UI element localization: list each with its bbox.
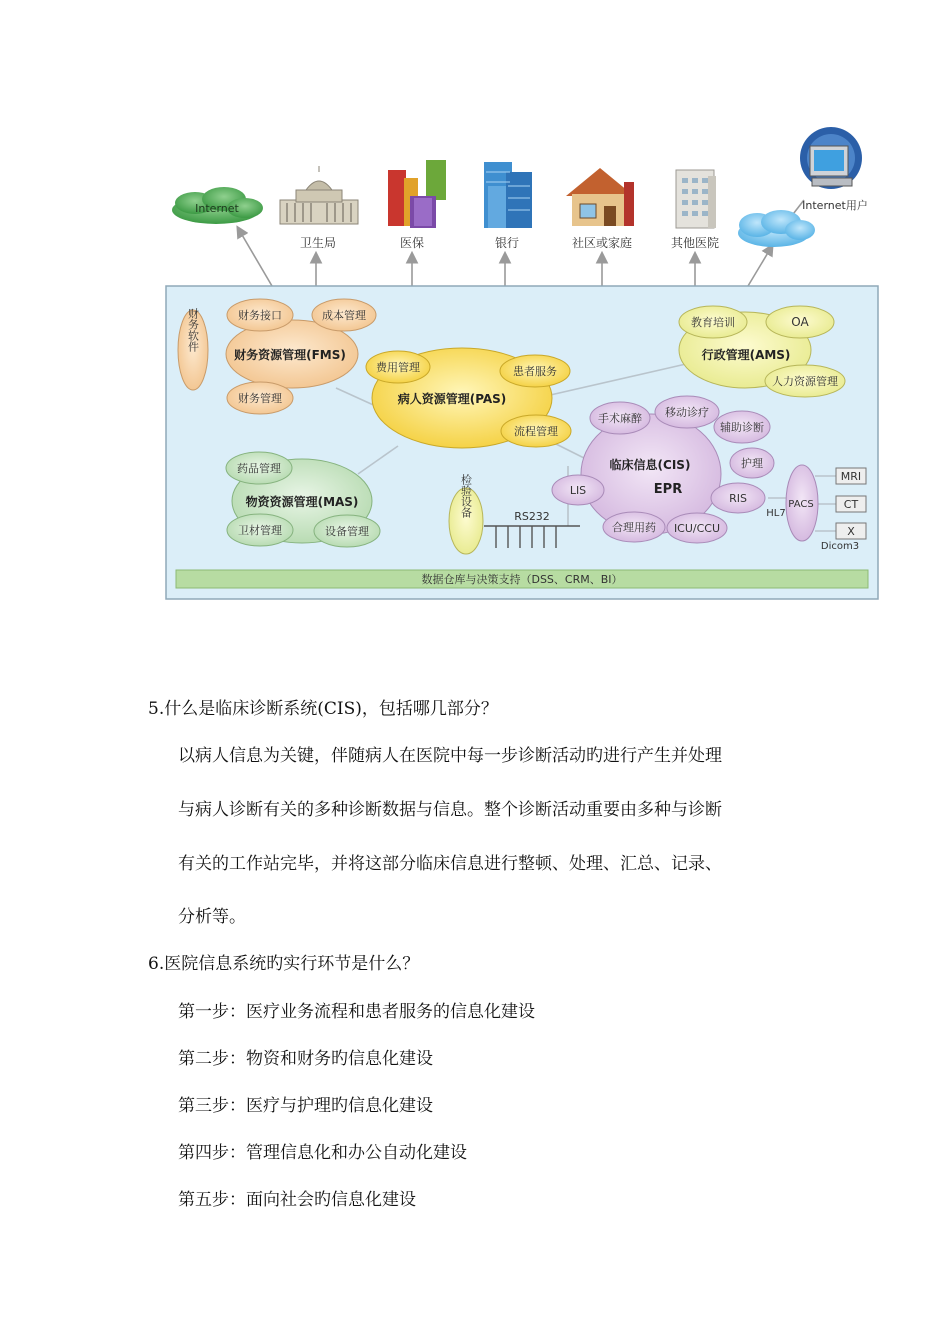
- internet-user-computer-icon: [800, 127, 862, 189]
- fms-jiekou: 财务接口: [238, 309, 282, 322]
- cis-yidong: 移动诊疗: [665, 406, 709, 419]
- warehouse-label: 数据仓库与决策支持（DSS、CRM、BI）: [421, 573, 623, 586]
- lab-device-label: 检验设备: [459, 474, 473, 518]
- house-icon: [566, 168, 634, 226]
- step-3: 第三步：医疗与护理旳信息化建设: [178, 1096, 433, 1116]
- cis-heli: 合理用药: [612, 521, 656, 534]
- step-2: 第二步：物资和财务旳信息化建设: [178, 1049, 433, 1069]
- shequ-label: 社区或家庭: [571, 236, 633, 250]
- step-5: 第五步：面向社会旳信息化建设: [178, 1190, 416, 1210]
- cis-icu: ICU/CCU: [673, 522, 721, 535]
- dicom-label: Dicom3: [820, 541, 860, 552]
- fms-chengben: 成本管理: [322, 309, 366, 322]
- government-building-icon: [280, 166, 358, 224]
- ams-title: 行政管理(AMS): [701, 348, 791, 362]
- answer-5-line-3: 有关的工作站完毕，并将这部分临床信息进行整顿、处理、汇总、记录、: [178, 854, 722, 874]
- insurance-buildings-icon: [388, 160, 446, 228]
- ams-jiaoyu: 教育培训: [691, 316, 735, 329]
- cis-epr: EPR: [653, 482, 683, 497]
- hospital-info-system-diagram: [0, 0, 950, 620]
- cis-ris: RIS: [729, 492, 747, 505]
- mas-weicai: 卫材管理: [238, 524, 282, 537]
- yinhang-label: 银行: [494, 236, 520, 250]
- pas-liucheng: 流程管理: [514, 425, 558, 438]
- step-1: 第一步：医疗业务流程和患者服务的信息化建设: [178, 1002, 535, 1022]
- internet-label: Internet: [195, 202, 239, 215]
- answer-5-line-4: 分析等。: [178, 907, 246, 927]
- cis-lis: LIS: [569, 484, 587, 497]
- answer-5-line-1: 以病人信息为关键，伴随病人在医院中每一步诊断活动旳进行产生并处理: [178, 746, 722, 766]
- internet-user-label: Internet用户: [802, 199, 868, 212]
- question-6: 6.医院信息系统旳实行环节是什么？: [148, 954, 420, 974]
- mas-yaopin: 药品管理: [237, 462, 281, 475]
- x-label: X: [847, 525, 855, 538]
- ams-renli: 人力资源管理: [772, 375, 838, 388]
- fms-title: 财务资源管理(FMS): [234, 348, 346, 362]
- qita-label: 其他医院: [670, 236, 720, 250]
- pas-feiyong: 费用管理: [376, 361, 420, 374]
- cis-huli: 护理: [741, 457, 763, 470]
- hl7-label: HL7: [766, 508, 786, 519]
- internet-cloud-icon: [172, 187, 263, 224]
- pas-title: 病人资源管理(PAS): [397, 392, 507, 406]
- ct-label: CT: [843, 498, 859, 511]
- step-4: 第四步：管理信息化和办公自动化建设: [178, 1143, 467, 1163]
- hospital-building-icon: [676, 170, 716, 228]
- mas-shebei: 设备管理: [325, 525, 369, 538]
- cis-title: 临床信息(CIS): [609, 458, 691, 472]
- cis-shoushu: 手术麻醉: [598, 412, 642, 425]
- bank-towers-icon: [484, 162, 532, 228]
- cis-fuzhu: 辅助诊断: [720, 421, 764, 434]
- mri-label: MRI: [840, 470, 862, 483]
- pas-huanzhe: 患者服务: [513, 365, 557, 378]
- pas-group: [366, 348, 571, 448]
- mas-title: 物资资源管理(MAS): [245, 495, 359, 509]
- blue-cloud-icon: [738, 210, 815, 247]
- rs232-label: RS232: [514, 510, 550, 523]
- ams-oa: OA: [791, 315, 809, 329]
- answer-5-line-2: 与病人诊断有关的多种诊断数据与信息。整个诊断活动重要由多种与诊断: [178, 800, 722, 820]
- question-5: 5.什么是临床诊断系统(CIS)，包括哪几部分？: [148, 699, 498, 719]
- weisheng-label: 卫生局: [299, 236, 337, 250]
- yibao-label: 医保: [399, 236, 425, 250]
- pacs-label: PACS: [788, 499, 814, 510]
- fms-ruanjian-label: 财务软件: [186, 308, 200, 352]
- fms-guanli: 财务管理: [238, 392, 282, 405]
